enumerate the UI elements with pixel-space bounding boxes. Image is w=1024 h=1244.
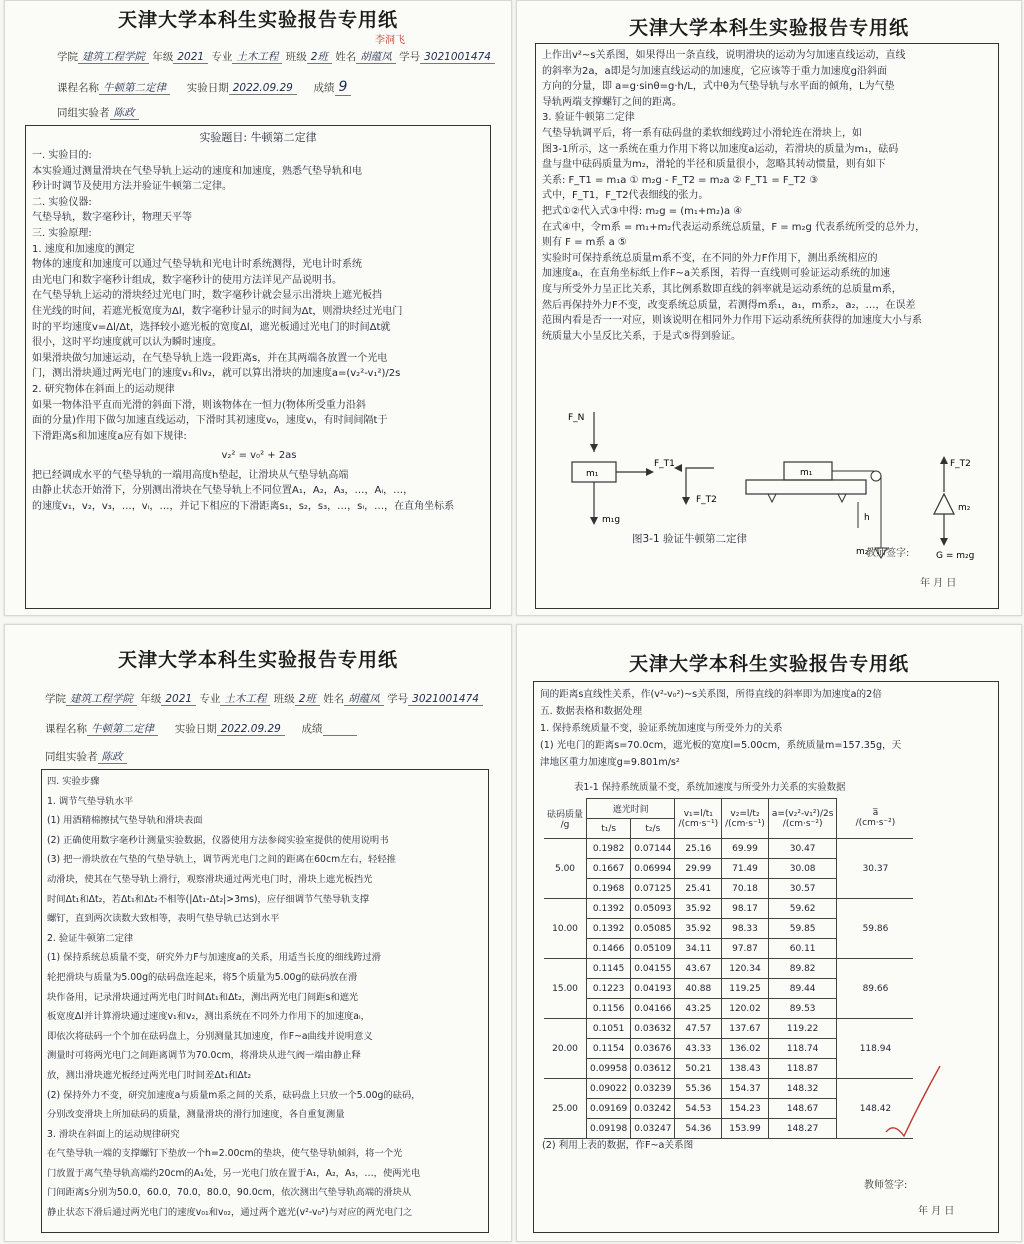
date-label: 实验日期 [174,723,217,735]
header-row-2 [45,721,357,736]
header-text: /(cm·s⁻¹) [678,818,719,829]
fig-label: m₂ [856,547,869,557]
text-line: 式中，F_T1，F_T2代表细线的张力。 [542,190,709,202]
header-row-3 [57,105,139,120]
name-label: 姓名 [323,693,345,705]
table-cell: 0.05085 [631,919,675,939]
grade-value: 2021 [161,693,196,706]
table-cell: 0.1667 [587,859,631,879]
table-cell: 0.03632 [631,1019,675,1039]
data-table [544,798,913,1139]
teacher-signature-label: 教师签字: [866,548,910,559]
table-cell: 137.67 [722,1019,769,1039]
p1-body [32,148,486,515]
table-row [544,899,913,919]
name-value: 胡蕴凤 [356,51,396,64]
red-check-mark [884,1062,944,1142]
content-box [25,125,491,609]
text-line: 物体的速度和加速度可以通过气垫导轨和光电计时系统测得，光电计时系统 [32,259,362,271]
table-cell: 50.21 [675,1059,722,1079]
id-label: 学号 [399,51,421,63]
date-label: 实验日期 [186,82,229,94]
id-value: 3021001474 [408,693,483,706]
id-value: 3021001474 [420,51,495,64]
text-line: 时的平均速度v=Δl/Δt，选择较小遮光板的宽度Δl，遮光板通过光电门的时间Δt就 [32,321,391,333]
cell-average: 30.37 [837,839,914,899]
text-line: 即依次将砝码一个个加在砝码盘上，分别测量其加速度，作F~a曲线并说明意义 [47,1030,373,1042]
partner-value: 陈政 [110,107,139,120]
text-line: 导轨两端支撑螺钉之间的距离。 [542,96,682,108]
report-page-4 [516,624,1022,1242]
table-cell: 0.09198 [587,1119,631,1139]
table-cell: 0.07144 [631,839,675,859]
report-page-2 [516,0,1022,616]
table-row [544,1079,913,1099]
text-line: 如果一物体沿平直而光滑的斜面下滑，则该物体在一恒力(物体所受重力沿斜 [32,399,366,411]
text-line: 四. 实验步骤 [47,776,100,787]
table-cell: 148.27 [768,1119,837,1139]
date-value: 2022.09.29 [217,723,285,736]
table-cell: 89.53 [768,999,837,1019]
text-line: 1. 保持系统质量不变，验证系统加速度与所受外力的关系 [540,723,783,734]
table-row [544,839,913,859]
teacher-mark: 李洞飞 [375,35,405,46]
text-line: 门间距离s分别为50.0，60.0，70.0，80.0，90.0cm，依次测出气垫导轨高端的滑块从 [47,1187,412,1199]
course-label: 课程名称 [45,723,87,735]
course-label: 课程名称 [57,82,99,94]
text-line: 门，测出滑块通过两光电门的速度v₁和v₂，就可以算出滑块的加速度a=(v₂²-v₁²)/2s [32,368,401,380]
table-cell: 0.09958 [587,1059,631,1079]
id-label: 学号 [387,693,409,705]
paper-title: 天津大学本科生实验报告专用纸 [628,17,909,39]
table-cell: 60.11 [768,939,837,959]
header-row-1 [45,691,483,706]
arrow-head [940,456,948,464]
text-line: 间的距离s直线性关系，作(v²-v₀²)~s关系图，所得直线的斜率即为加速度a的2倍 [540,689,882,700]
paper-title: 天津大学本科生实验报告专用纸 [628,653,909,675]
arrow-head [674,464,682,472]
text-line: (1) 用酒精棉擦拭气垫导轨和滑块表面 [47,815,203,827]
col-v1 [675,799,722,839]
text-line: 方向的分量，即 a=g·sinθ=g·h/L，式中θ为气垫导轨与水平面的倾角，L为气垫 [542,81,895,93]
table-title: 表1-1 保持系统质量不变，系统加速度与所受外力关系的实验数据 [574,782,846,793]
table-cell: 118.74 [768,1039,837,1059]
text-line: 轮把滑块与质量为5.00g的砝码盘连起来，将5个质量为5.00g的砝码放在滑 [47,971,358,983]
text-line: 五. 数据表格和数据处理 [540,706,643,717]
fig-label: m₂ [958,503,971,513]
text-line: 在式④中，令m系 = m₁+m₂代表运动系统总质量，F = m₂g 代表系统所受的总外力， [542,221,926,233]
text-line: (2) 保持外力不变，研究加速度a与质量m系之间的关系，砝码盘上只放一个5.00g的砝码， [47,1089,421,1101]
text-line: 把式①②代入式③中得: m₂g = (m₁+m₂)a ④ [542,205,743,217]
fig-label: F_T1 [654,459,675,469]
table-cell: 40.88 [675,979,722,999]
header-text: a=(v₂²-v₁²)/2s [771,808,834,819]
text-line: 2. 研究物体在斜面上的运动规律 [32,383,175,395]
table-cell: 69.99 [722,839,769,859]
text-line: 板宽度Δl并计算滑块通过速度v₁和v₂，测出系统在不同外力作用下的加速度aᵢ， [47,1011,370,1023]
support-foot [768,494,776,502]
p3-body [47,772,485,1223]
report-page-1 [4,0,512,616]
table-cell: 35.92 [675,919,722,939]
partner-value: 陈政 [98,751,127,764]
content-box [535,43,999,609]
table-cell: 119.25 [722,979,769,999]
text-line: 然后再保持外力F不变，改变系统总质量，若测得m系₁，a₁，m系₂，a₂，…，在误差 [542,299,916,311]
grade-label: 年级 [152,51,174,63]
text-line: 加速度aᵢ，在直角坐标纸上作F~a关系图，若得一直线则可验证运动系统的加速 [542,268,891,280]
college-value: 建筑工程学院 [66,693,137,706]
major-value: 土木工程 [220,693,270,706]
table-cell: 0.1392 [587,899,631,919]
table-cell: 0.1156 [587,999,631,1019]
table-cell: 0.04166 [631,999,675,1019]
text-line: 本实验通过测量滑块在气垫导轨上运动的速度和加速度，熟悉气垫导轨和电 [32,165,362,177]
table-cell: 0.09022 [587,1079,631,1099]
text-line: 分别改变滑块上所加砝码的质量，测量滑块的滑行加速度，各自重复测量 [47,1109,345,1121]
text-line: 一. 实验目的: [32,150,92,161]
table-cell: 59.62 [768,899,837,919]
fig-label: m₁ [800,468,813,478]
col-t2: t₂/s [631,819,675,839]
table-cell: 154.23 [722,1099,769,1119]
table-cell: 0.1982 [587,839,631,859]
text-line: 1. 速度和加速度的测定 [32,243,135,255]
table-cell: 30.08 [768,859,837,879]
cell-average: 118.94 [837,1019,914,1079]
text-line: (3) 把一滑块放在气垫的气垫导轨上，调节两光电门之间的距离在60cm左右，轻轻推 [47,854,396,866]
col-v2 [722,799,769,839]
table-cell: 30.57 [768,879,837,899]
col-a [768,799,837,839]
table-cell: 30.47 [768,839,837,859]
text-line: 1. 调节气垫导轨水平 [47,795,134,807]
course-value: 牛顿第二定律 [87,723,158,736]
grade-label: 年级 [140,693,162,705]
text-line: 下滑距离s和加速度a应有如下规律: [32,430,187,442]
table-cell: 0.03612 [631,1059,675,1079]
table-cell: 120.34 [722,959,769,979]
table-cell: 148.67 [768,1099,837,1119]
header-text: /(cm·s⁻²) [782,818,823,829]
text-line: 在气垫导轨一端的支撑螺钉下垫放一个h=2.00cm的垫块，使气垫导轨倾斜，将一个光 [47,1148,403,1160]
table-cell: 0.09169 [587,1099,631,1119]
major-value: 土木工程 [232,51,282,64]
score-label: 成绩 [313,82,335,94]
text-line: 2. 验证牛顿第二定律 [47,932,134,944]
arrow-head [940,538,948,546]
text-line: (2) 正确使用数字毫秒计测量实验数据，仪器使用方法参阅实验室提供的使用说明书 [47,834,389,846]
text-line: 由光电门和数字毫秒计组成，数字毫秒计的使用方法详见产品说明书。 [32,274,342,286]
text-line: 如果滑块做匀加速运动，在气垫导轨上选一段距离s，并在其两端各放置一个光电 [32,352,388,364]
text-line: 上作出v²~s关系图，如果得出一条直线，说明滑块的运动为匀加速直线运动，直线 [542,50,906,61]
paper-title: 天津大学本科生实验报告专用纸 [117,9,398,31]
text-line: 螺钉，直到两次读数大致相等，表明气垫导轨已达到水平 [47,913,280,925]
report-page-3 [4,624,512,1242]
col-t1: t₁/s [587,819,631,839]
text-line: 统质量大小呈反比关系，于是式⑤得到验证。 [542,330,741,342]
text-line: (1) 保持系统总质量不变，研究外力F与加速度a的关系，用适当长度的细线跨过滑 [47,952,381,964]
table-cell: 0.1968 [587,879,631,899]
text-line: 由静止状态开始滑下，分别测出滑块在气垫导轨上不同位置A₁，A₂，A₃，…，Aᵢ，…， [32,485,414,497]
fig-label: h [864,513,870,523]
cell-average: 89.66 [837,959,914,1019]
text-line: 放，测出滑块遮光板经过两光电门时间差Δt₁和Δt₂ [47,1069,252,1081]
check-stroke [886,1066,940,1136]
score-value: 9 [335,79,352,96]
text-line: 二. 实验仪器: [32,196,92,208]
teacher-signature-label: 教师签字: [864,1180,908,1191]
table-cell: 0.03247 [631,1119,675,1139]
arrow-head [590,444,598,452]
cell-average: 148.42 [837,1079,914,1139]
arrow-head [590,517,598,525]
text-line: 气垫导轨，数字毫秒计，物理天平等 [32,212,192,224]
air-track [746,480,866,494]
text-line: 度与所受外力呈正比关系，其比例系数即直线的斜率就是运动系统的总质量m系， [542,283,902,295]
college-label: 学院 [45,693,66,705]
text-line: 把已经调成水平的气垫导轨的一端用高度h垫起，让滑块从气垫导轨高端 [32,469,349,481]
header-row-2 [57,79,351,95]
table-cell: 89.44 [768,979,837,999]
table-cell: 97.87 [722,939,769,959]
table-cell: 55.36 [675,1079,722,1099]
table-cell: 98.17 [722,899,769,919]
date-line: 年 月 日 [918,1206,955,1217]
fig-label: G = m₂g [936,551,975,561]
table-row [544,1019,913,1039]
table-cell: 25.16 [675,839,722,859]
table-cell: 47.57 [675,1019,722,1039]
cell-average: 59.86 [837,899,914,959]
fig-label: m₁ [586,469,599,479]
header-text: v₂=l/t₂ [730,808,760,819]
date-line: 年 月 日 [920,578,957,589]
table-cell: 148.32 [768,1079,837,1099]
table-cell: 43.25 [675,999,722,1019]
header-text: /(cm·s⁻¹) [725,818,765,829]
major-label: 专业 [199,693,221,705]
table-cell: 0.03676 [631,1039,675,1059]
table-cell: 98.33 [722,919,769,939]
p2-body [542,48,994,344]
table-cell: 54.53 [675,1099,722,1119]
table-cell: 0.03239 [631,1079,675,1099]
header-text: a̅ [872,808,879,819]
table-cell: 59.85 [768,919,837,939]
experiment-title: 实验题目: 牛顿第二定律 [199,131,317,144]
table-cell: 43.33 [675,1039,722,1059]
cell-mass: 10.00 [544,899,587,959]
partner-label: 同组实验者 [45,751,98,763]
after-table-text: (2) 利用上表的数据，作F~a关系图 [542,1140,694,1151]
table-cell: 154.37 [722,1079,769,1099]
header-text: /(cm·s⁻²) [855,818,896,829]
text-line: 三. 实验原理: [32,227,92,239]
cell-mass: 5.00 [544,839,587,899]
col-mass [544,799,587,839]
table-cell: 0.1145 [587,959,631,979]
table-cell: 71.49 [722,859,769,879]
table-cell: 0.04193 [631,979,675,999]
pulley [871,471,881,481]
table-cell: 35.92 [675,899,722,919]
table-cell: 0.04155 [631,959,675,979]
p4-intro [540,686,994,771]
text-line: 动滑块，使其在气垫导轨上滑行，观察滑块通过两光电门时，滑块上遮光板挡光 [47,873,373,885]
text-line: 3. 验证牛顿第二定律 [542,112,635,124]
text-line: 3. 滑块在斜面上的运动规律研究 [47,1128,180,1140]
partner-label: 同组实验者 [57,107,110,119]
date-value: 2022.09.29 [229,82,297,95]
arrow-head [646,468,654,476]
class-label: 班级 [273,693,295,705]
content-box [41,769,489,1233]
table-cell: 120.02 [722,999,769,1019]
fig-label: F_N [568,413,585,423]
text-line: 时间Δt₁和Δt₂，若Δt₁和Δt₂不相等(|Δt₁-Δt₂|>3ms)，应仔细调节气垫导轨支撑 [47,893,370,905]
cell-mass: 15.00 [544,959,587,1019]
college-label: 学院 [57,51,78,63]
cell-mass: 25.00 [544,1079,587,1139]
course-value: 牛顿第二定律 [99,82,170,95]
table-cell: 89.82 [768,959,837,979]
table-cell: 0.06994 [631,859,675,879]
table-cell: 153.99 [722,1119,769,1139]
content-box [533,681,999,1233]
tension-corner [686,468,714,497]
header-text: v₁=l/t₁ [683,808,713,819]
figure-3-1 [546,352,986,562]
text-line: 测量时可将两光电门之间距离调节为70.0cm，将滑块从进气阀一端由静止释 [47,1050,361,1062]
text-line: 图3-1所示，这一系统在重力作用下将以加速度a运动，若滑块的质量为m₁，砝码 [542,143,899,155]
table-cell: 0.05109 [631,939,675,959]
arrow-head [682,497,690,505]
table-cell: 43.67 [675,959,722,979]
text-line: 实验时可保持系统总质量m系不变，在不同的外力F作用下，测出系统相应的 [542,252,878,264]
text-line: 则有 F = m系 a ⑤ [542,237,627,249]
table-cell: 0.1154 [587,1039,631,1059]
table-cell: 54.36 [675,1119,722,1139]
table-cell: 119.22 [768,1019,837,1039]
text-line: 秒计时调节及使用方法并验证牛顿第二定律。 [32,181,232,193]
figure-caption: 图3-1 验证牛顿第二定律 [632,533,747,545]
grade-value: 2021 [173,51,208,64]
score-label: 成绩 [301,723,323,735]
table-cell: 0.03242 [631,1099,675,1119]
table-cell: 25.41 [675,879,722,899]
text-line: 住光线的时间，若遮光板宽度为Δl，数字毫秒计显示的时间为Δt，则滑块经过光电门 [32,305,403,317]
header-row-1 [57,49,495,64]
class-label: 班级 [285,51,307,63]
college-value: 建筑工程学院 [78,51,149,64]
table-cell: 118.87 [768,1059,837,1079]
text-line: 很小，这时平均速度就可以认为瞬时速度。 [32,337,222,349]
class-value: 2班 [307,51,332,64]
table-cell: 0.1223 [587,979,631,999]
hanging-mass [934,494,954,514]
name-label: 姓名 [335,51,357,63]
major-label: 专业 [211,51,233,63]
table-cell: 0.1466 [587,939,631,959]
header-row-3 [45,749,127,764]
fig-label: F_T2 [696,495,717,505]
col-time: 遮光时间 [587,799,675,819]
table-cell: 136.02 [722,1039,769,1059]
text-line: 的速度v₁，v₂，v₃，…，vᵢ，…，并记下相应的下滑距离s₁，s₂，s₃，…，sᵢ，…，在直角坐标系 [32,501,455,513]
text-line: 范围内看是否一一对应，则该说明在相同外力作用下运动系统所获得的加速度大小与系 [542,315,922,327]
fig-label: m₁g [602,515,621,525]
table-cell: 29.99 [675,859,722,879]
fig-label: F_T2 [950,459,971,469]
text-line: 关系: F_T1 = m₁a ① m₂g - F_T2 = m₂a ② F_T1 = F_T2 ③ [542,174,819,186]
table-cell: 0.05093 [631,899,675,919]
class-value: 2班 [295,693,320,706]
table-cell: 0.1392 [587,919,631,939]
table-cell: 138.43 [722,1059,769,1079]
text-line: 津地区重力加速度g=9.801m/s² [540,757,680,768]
name-value: 胡蕴凤 [344,693,384,706]
table-body [544,839,913,1139]
equation: v₂² = v₀² + 2as [221,450,297,462]
text-line: 的斜率为2a，a即是匀加速直线运动的加速度，它应该等于重力加速度g沿斜面 [542,65,887,77]
table-row [544,959,913,979]
header-text: /g [560,819,570,830]
table-cell: 34.11 [675,939,722,959]
text-line: 门放置于离气垫导轨高端约20cm的A₁处，另一光电门放在置于A₁，A₂，A₃，…，使两光电 [47,1167,421,1179]
text-line: 静止状态下滑后通过两光电门的速度v₀₁和v₀₂，通过两个遮光(v²-v₀²)与对应的两光电门之 [47,1207,413,1219]
text-line: 在气垫导轨上运动的滑块经过光电门时，数字毫秒计就会显示出滑块上遮光板挡 [32,290,382,302]
text-line: 盘与盘中砝码质量为m₂，滑轮的半径和质量很小，忽略其转动惯量，则有如下 [542,159,886,171]
text-line: 面的分量)作用下做匀加速直线运动，下滑时其初速度v₀，速度vᵢ，有时间间隔t于 [32,415,388,427]
header-text: 砝码质量 [547,809,584,820]
text-line: 气垫导轨调平后，将一系有砝码盘的柔软细线跨过小滑轮连在滑块上，如 [542,127,862,139]
support-foot [838,494,846,502]
col-abar [837,799,914,839]
table-cell: 0.07125 [631,879,675,899]
text-line: (1) 光电门的距离s=70.0cm，遮光板的宽度l=5.00cm，系统质量m=157.35g，天 [540,740,902,751]
paper-title: 天津大学本科生实验报告专用纸 [117,649,398,671]
cell-mass: 20.00 [544,1019,587,1079]
text-line: 块作备用，记录滑块通过两光电门时间Δt₁和Δt₂，测出两光电门间距s和遮光 [47,991,359,1003]
table-cell: 0.1051 [587,1019,631,1039]
table-cell: 70.18 [722,879,769,899]
